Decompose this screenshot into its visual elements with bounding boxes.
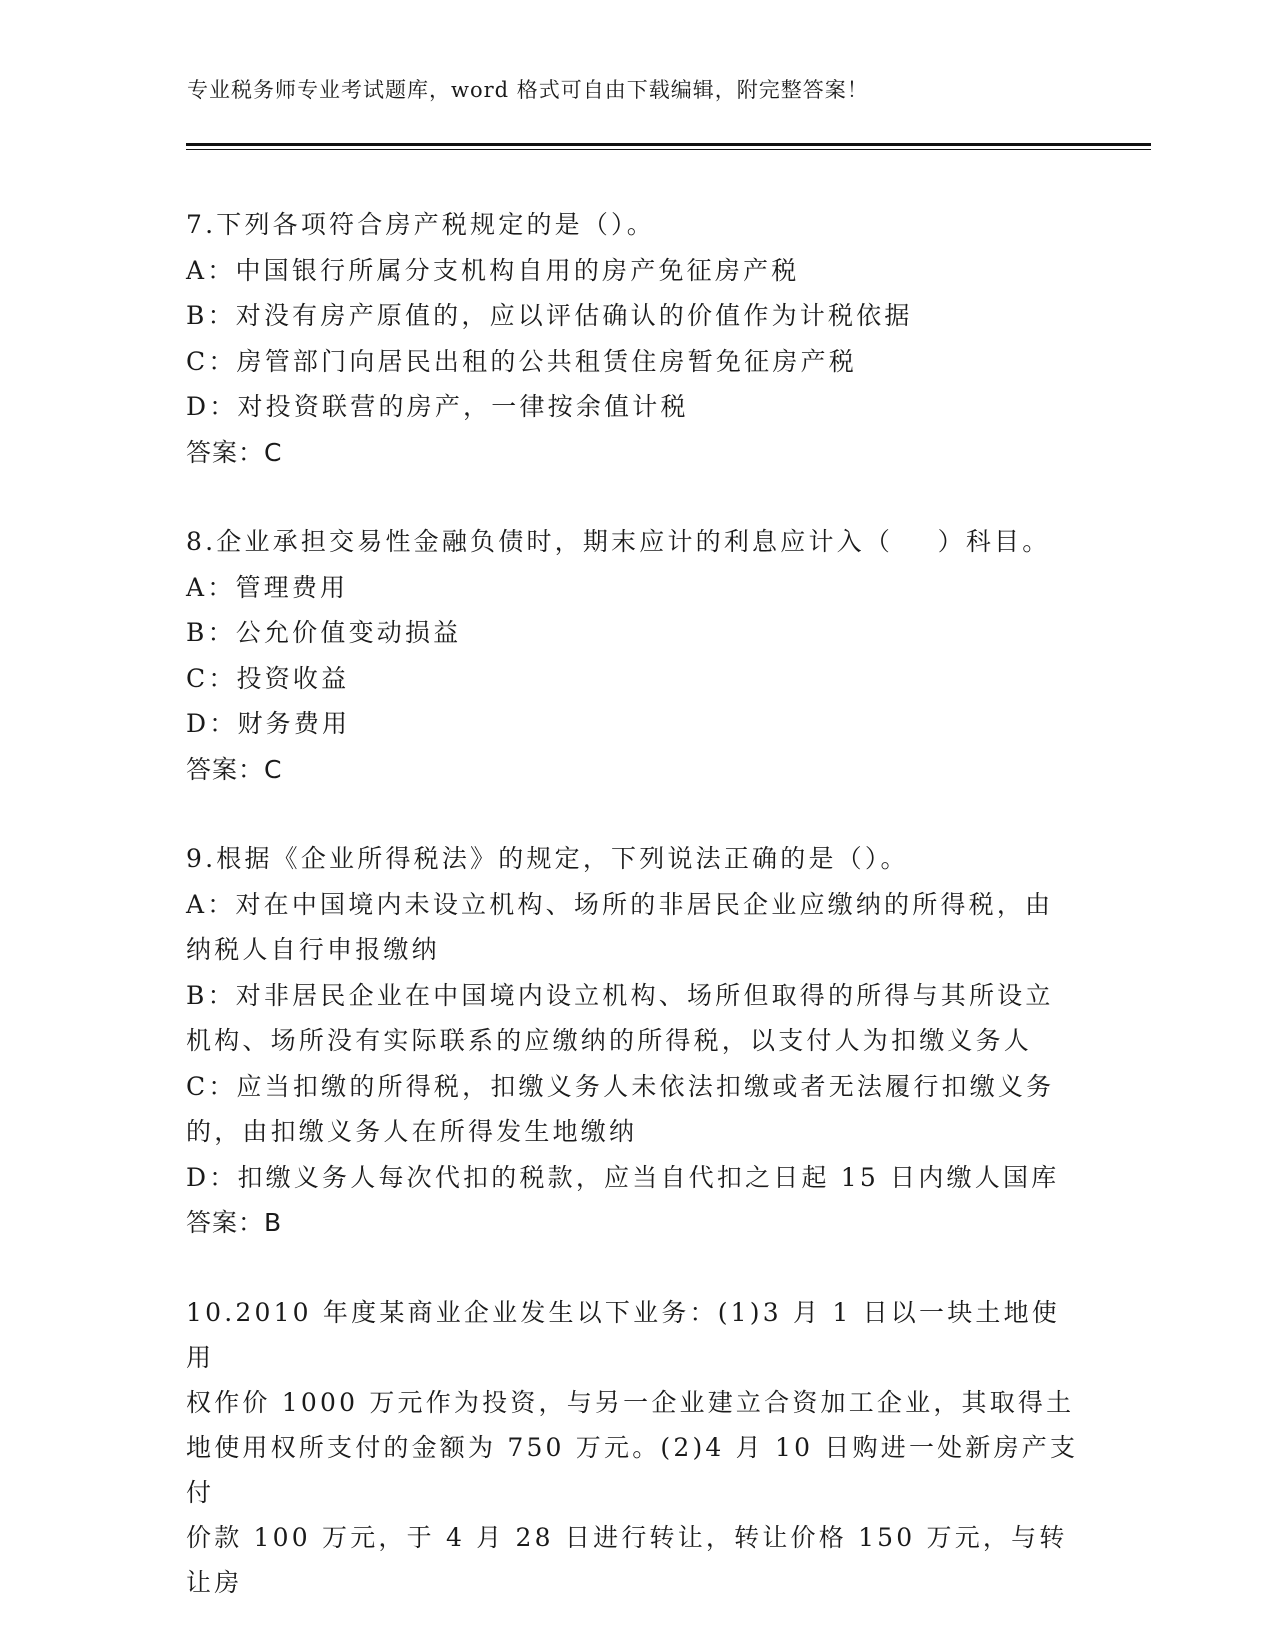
option-b-continued: 机构、场所没有实际联系的应缴纳的所得税，以支付人为扣缴义务人 <box>186 1026 1033 1055</box>
question-9 <box>186 836 1086 1246</box>
question-list <box>186 202 1086 1649</box>
answer: 答案：C <box>186 754 283 784</box>
option-b: B：对非居民企业在中国境内设立机构、场所但取得的所得与其所设立 <box>186 980 1054 1010</box>
question-stem-line: 权作价 1000 万元作为投资，与另一企业建立合资加工企业，其取得土 <box>186 1387 1075 1417</box>
header-rule-thin <box>186 149 1151 150</box>
option-b: B：公允价值变动损益 <box>186 618 462 647</box>
question-stem-line: 价款 100 万元，于 4 月 28 日进行转让，转让价格 150 万元，与转让房 <box>186 1522 1068 1597</box>
header-rule-thick <box>186 143 1151 146</box>
option-d: D：财务费用 <box>186 709 351 738</box>
option-a: A：中国银行所属分支机构自用的房产免征房产税 <box>186 255 800 285</box>
option-a: A：管理费用 <box>186 572 349 602</box>
option-a: A：对在中国境内未设立机构、场所的非居民企业应缴纳的所得税，由 <box>186 889 1054 919</box>
page-header: 专业税务师专业考试题库，word 格式可自由下载编辑，附完整答案！ <box>187 78 869 102</box>
option-c: C：应当扣缴的所得税，扣缴义务人未依法扣缴或者无法履行扣缴义务 <box>186 1071 1055 1101</box>
option-d: D：扣缴义务人每次代扣的税款，应当自代扣之日起 15 日内缴人国库 <box>186 1162 1060 1192</box>
question-stem: 9.根据《企业所得税法》的规定，下列说法正确的是（）。 <box>186 844 909 873</box>
question-7 <box>186 202 1086 475</box>
question-stem-line: 10.2010 年度某商业企业发生以下业务：(1)3 月 1 日以一块土地使用 <box>186 1297 1060 1372</box>
question-10 <box>186 1290 1086 1605</box>
question-stem: 7.下列各项符合房产税规定的是（）。 <box>186 210 655 239</box>
question-8 <box>186 519 1086 792</box>
option-c-continued: 的，由扣缴义务人在所得发生地缴纳 <box>186 1117 638 1146</box>
option-c: C：房管部门向居民出租的公共租赁住房暂免征房产税 <box>186 346 857 376</box>
option-a-continued: 纳税人自行申报缴纳 <box>186 935 440 964</box>
option-b: B：对没有房产原值的，应以评估确认的价值作为计税依据 <box>186 301 913 330</box>
question-stem: 8.企业承担交易性金融负债时，期末应计的利息应计入（ ）科目。 <box>186 527 1051 556</box>
question-stem-line: 地使用权所支付的金额为 750 万元。(2)4 月 10 日购进一处新房产支付 <box>186 1432 1079 1507</box>
option-d: D：对投资联营的房产，一律按余值计税 <box>186 392 689 421</box>
option-c: C：投资收益 <box>186 663 350 693</box>
answer: 答案：C <box>186 437 283 467</box>
answer: 答案：B <box>186 1208 283 1237</box>
